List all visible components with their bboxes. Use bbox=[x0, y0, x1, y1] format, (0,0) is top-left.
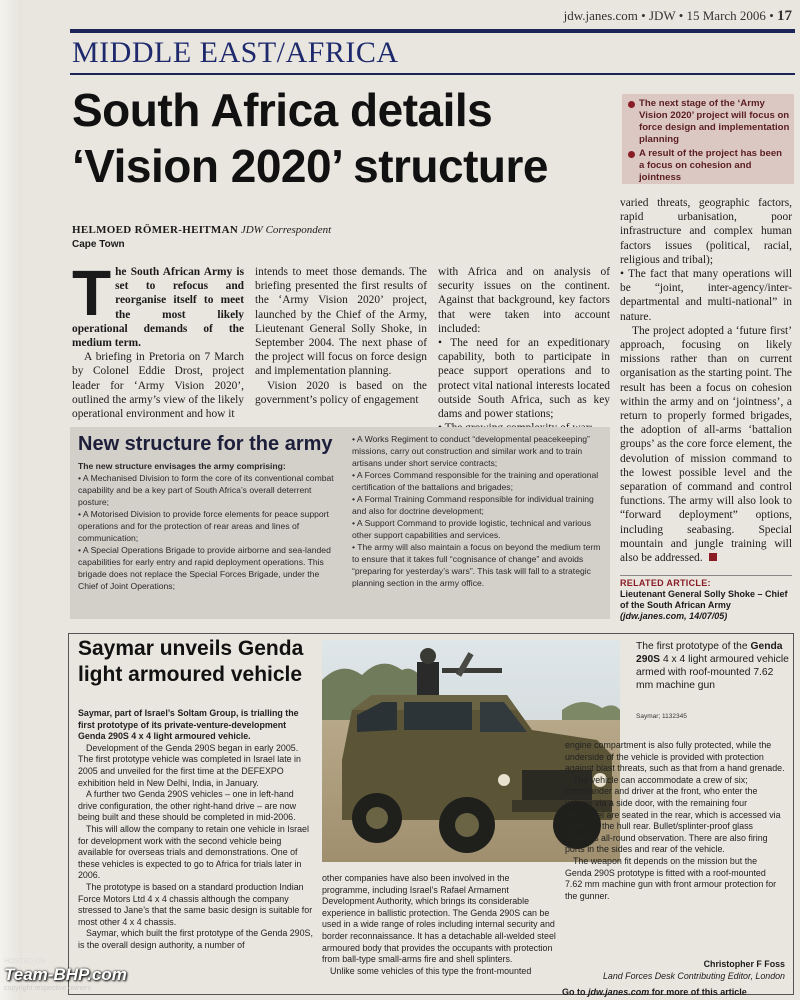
sidebar-left-column bbox=[78, 460, 340, 592]
page-binding-edge bbox=[0, 0, 22, 1000]
bullet-dot-icon bbox=[628, 151, 635, 158]
article-column-2 bbox=[255, 265, 427, 407]
related-link[interactable]: (jdw.janes.com, 14/07/05) bbox=[620, 611, 728, 621]
watermark bbox=[4, 958, 127, 992]
sidebar-item: • A Motorised Division to provide force elements for peace support operations and for the protection of rear areas and lines of communication; bbox=[78, 509, 329, 543]
related-label: RELATED ARTICLE: bbox=[620, 575, 792, 589]
body-paragraph: The project adopted a ‘future first’ approach, focusing on likely missions rather than on current organisation as the starting point. The result has been a focus on cohesion within the army and on ‘jointness’, a return to properly formed brigades, the adoption of all-arms ‘battalion groups’ as the core force element, the devolution of mission command to the lowest possible level and the separation of command and control functions. The army will also look to “forward deployment” options, including seabasing. Special mountain and jungle training will also be addressed. bbox=[620, 324, 792, 565]
article-column-1 bbox=[72, 257, 244, 421]
site-url: jdw.janes.com bbox=[563, 8, 638, 23]
end-mark-icon bbox=[709, 553, 717, 561]
headline-line-2: ‘Vision 2020’ structure bbox=[72, 140, 548, 192]
sidebar-item: • A Formal Training Command responsible for individual training and also for doctrine development; bbox=[352, 494, 594, 516]
body-paragraph: engine compartment is also fully protected, while the underside of the vehicle is provided with protection against blast threats, such as that from a hand grenade. bbox=[565, 740, 785, 774]
highlights-box bbox=[622, 94, 794, 184]
sidebar-title: New structure for the army bbox=[78, 433, 333, 455]
photo-caption: The first prototype of the Genda 290S 4 x 4 light armoured vehicle armed with roof-mounted 7.62 mm machine gun bbox=[636, 641, 789, 691]
body-paragraph: Unlike some vehicles of this type the front-mounted bbox=[330, 965, 532, 976]
body-paragraph: other companies have also been involved in the programme, including Israel’s Rafael Armament Development Authority, which brings its considerable experience in ballistic protection. The Genda 290S can be used in a wide range of roles including internal security and border reconnaissance. It has a detachable all-welded steel armoured body that provides the occupants with protection from ball-type small-arms fire and shell splinters. bbox=[322, 873, 556, 965]
body-paragraph: A further two Genda 290S vehicles – one in left-hand drive configuration, the other right-hand drive – are now being built and these should be completed in mid-2006. bbox=[78, 789, 297, 823]
lead-paragraph: The South African Army is set to refocus and reorganise itself to meet the most likely operational demands of the medium term. bbox=[72, 257, 244, 350]
drop-cap: T bbox=[72, 257, 112, 329]
author-role: Land Forces Desk Contributing Editor, London bbox=[602, 971, 785, 981]
related-title[interactable]: Lieutenant General Solly Shoke – Chief of the South African Army bbox=[620, 589, 788, 610]
sidebar-item: • A Special Operations Brigade to provide airborne and sea-landed capabilities for early entry and rapid deployment operations. This brigade does not replace the Special Forces Brigade, under the Chief of Joint Operations; bbox=[78, 545, 331, 591]
sidebar-item: • A Works Regiment to conduct “developmental peacekeeping” missions, carry out construction and similar work and to train artisans under short service contracts; bbox=[352, 434, 590, 468]
article-column-4 bbox=[620, 196, 792, 565]
photo-credit: Saymar; 1132345 bbox=[636, 713, 687, 720]
publication: JDW bbox=[648, 8, 676, 23]
saymar-author bbox=[565, 958, 785, 982]
saymar-headline: Saymar unveils Genda light armoured vehicle bbox=[78, 637, 304, 686]
headline-line-1: South Africa details bbox=[72, 84, 493, 136]
related-article[interactable] bbox=[620, 575, 792, 622]
body-paragraph: varied threats, geographic factors, rapid urbanisation, poor infrastructure and complex human factors issues (political, racial, religious and tribal); bbox=[620, 197, 792, 266]
author-role: JDW Correspondent bbox=[240, 224, 332, 236]
body-paragraph: The prototype is based on a standard production Indian Force Motors Ltd 4 x 4 chassis although the company stressed to Jane’s that the same basic design is suitable for most other 4 x 4 chassis. bbox=[78, 881, 313, 927]
caption-vehicle-name: Genda 290S bbox=[636, 641, 783, 665]
bullet-dot-icon bbox=[628, 101, 635, 108]
body-paragraph: A briefing in Pretoria on 7 March by Colonel Eddie Drost, project leader for ‘Army Vision 2020’, outlined the army’s view of the likely operational environment and how it bbox=[72, 351, 244, 421]
bullet-paragraph: • The fact that many operations will be “joint, inter-agency/inter-departmental and multi-national” in nature. bbox=[620, 268, 792, 323]
author-name: HELMOED RÖMER-HEITMAN bbox=[72, 224, 239, 236]
sidebar-right-column bbox=[352, 433, 602, 589]
watermark-logo: Team-BHP.com bbox=[4, 965, 127, 984]
sidebar-item: • A Mechanised Division to form the core of its conventional combat capability and be a key part of South Africa’s overall deterrent posture; bbox=[78, 473, 334, 507]
author-name: Christopher F Foss bbox=[703, 959, 785, 969]
sidebar-item: • A Forces Command responsible for the training and operational certification of the battalions and brigades; bbox=[352, 470, 599, 492]
structure-sidebar bbox=[70, 427, 610, 619]
section-title: MIDDLE EAST/AFRICA bbox=[72, 36, 399, 69]
page-header: jdw.janes.com • JDW • 15 March 2006 • 17 bbox=[563, 8, 792, 24]
website-link[interactable]: jdw.janes.com bbox=[588, 987, 650, 997]
highlight-item: The next stage of the ‘Army Vision 2020’ project will focus on force design and implementation planning bbox=[628, 98, 790, 146]
saymar-column-2 bbox=[322, 873, 558, 977]
watermark-copyright: copyright respective owners bbox=[4, 985, 91, 992]
more-link[interactable]: Go to jdw.janes.com for more of this article bbox=[562, 987, 747, 997]
sidebar-item: • The army will also maintain a focus on beyond the medium term to ensure that it takes full “cognisance of change” and avoids “preparing for yesterday’s wars”. This task will fall to a strategic planning section in the army office. bbox=[352, 542, 601, 588]
body-paragraph: Vision 2020 is based on the government’s policy of engagement bbox=[255, 379, 427, 406]
article-column-3 bbox=[438, 265, 610, 435]
header-rule bbox=[70, 29, 795, 33]
section-rule bbox=[70, 73, 795, 75]
saymar-column-3 bbox=[565, 740, 785, 902]
issue-date: 15 March 2006 bbox=[686, 8, 766, 23]
byline bbox=[72, 224, 331, 236]
body-paragraph: This will allow the company to retain one vehicle in Israel for development work with the second vehicle being available for overseas trials and demonstrations. One of these vehicles is expected to go to Africa for trials later in 2006. bbox=[78, 823, 309, 881]
dateline: Cape Town bbox=[72, 239, 125, 250]
saymar-column-1 bbox=[78, 708, 314, 951]
sidebar-subtitle: The new structure envisages the army comprising: bbox=[78, 461, 286, 471]
body-paragraph: The vehicle can accommodate a crew of six; commander and driver at the front, who enter the vehicle via a side door, with the remaining four personnel are seated in the rear, which is accessed via a door in the hull rear. Bullet/splinter-proof glass provides all-round observation. There are also firing ports in the sides and rear of the vehicle. bbox=[565, 774, 781, 855]
lead-paragraph: Saymar, part of Israel’s Soltam Group, is trialling the first prototype of its private-venture-development Genda 290S 4 x 4 light armoured vehicle. bbox=[78, 708, 299, 742]
sidebar-item: • A Support Command to provide logistic, technical and various other support capabilities and services. bbox=[352, 518, 591, 540]
body-paragraph: Saymar, which built the first prototype of the Genda 290S, is the overall design authority, a number of bbox=[78, 928, 313, 950]
watermark-hosted: HOSTED ON : bbox=[4, 958, 50, 965]
bullet-paragraph: • The need for an expeditionary capability, both to participate in peace support operations and to protect vital national interests located outside South Africa, such as key dams and power stations; bbox=[438, 337, 610, 421]
body-paragraph: with Africa and on analysis of security issues on the continent. Against that background, key factors that were taken into account included: bbox=[438, 266, 610, 335]
page-title bbox=[72, 82, 612, 194]
highlight-item: A result of the project has been a focus on cohesion and jointness bbox=[628, 148, 790, 184]
page-number: 17 bbox=[777, 8, 792, 24]
body-paragraph: The weapon fit depends on the mission but the Genda 290S prototype is fitted with a roof-mounted 7.62 mm machine gun with front armour protection for the gunner. bbox=[565, 855, 777, 901]
body-paragraph: intends to meet those demands. The briefing presented the first results of the ‘Army Vision 2020’ project, launched by the Chief of the Army, Lieutenant General Solly Shoke, in September 2004. The next phase of the project will focus on force design and implementation planning. bbox=[255, 266, 427, 378]
body-paragraph: Development of the Genda 290S began in early 2005. The first prototype vehicle was completed in Israel late in 2005 and unveiled for the first time at the DEFEXPO exhibition held in New Delhi, India, in January. bbox=[78, 742, 301, 788]
